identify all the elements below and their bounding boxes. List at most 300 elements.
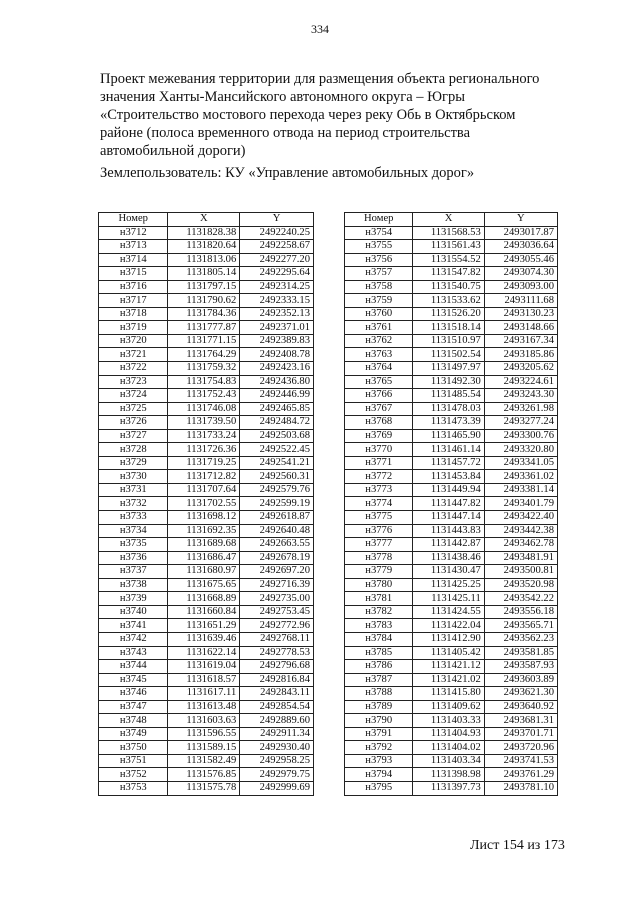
- coordinate-x: 1131447.14: [413, 511, 484, 525]
- table-row: [345, 429, 558, 443]
- table-row: [99, 578, 314, 592]
- coordinate-y: 2492889.60: [240, 714, 314, 728]
- coordinate-y: 2492735.00: [240, 592, 314, 606]
- table-row: [345, 416, 558, 430]
- coordinate-x: 1131518.14: [413, 321, 484, 335]
- point-number: н3770: [345, 443, 413, 457]
- coordinate-x: 1131465.90: [413, 429, 484, 443]
- coordinate-x: 1131403.34: [413, 754, 484, 768]
- point-number: н3784: [345, 632, 413, 646]
- header-line: Проект межевания территории для размещения объекта регионального: [100, 71, 540, 87]
- coordinate-y: 2492843.11: [240, 687, 314, 701]
- table-row: [99, 294, 314, 308]
- coordinates-table-left: [98, 212, 314, 796]
- coordinate-y: 2492640.48: [240, 524, 314, 538]
- point-number: н3713: [99, 240, 168, 254]
- column-header-x: X: [168, 213, 240, 227]
- table-row: [99, 470, 314, 484]
- coordinate-y: 2493701.71: [484, 727, 557, 741]
- table-row: [345, 754, 558, 768]
- coordinate-x: 1131473.39: [413, 416, 484, 430]
- column-header-y: Y: [484, 213, 557, 227]
- coordinate-y: 2492423.16: [240, 362, 314, 376]
- coordinate-x: 1131589.15: [168, 741, 240, 755]
- table-row: [345, 483, 558, 497]
- coordinate-y: 2493320.80: [484, 443, 557, 457]
- coordinate-x: 1131702.55: [168, 497, 240, 511]
- coordinate-y: 2493565.71: [484, 619, 557, 633]
- point-number: н3725: [99, 402, 168, 416]
- coordinate-x: 1131404.02: [413, 741, 484, 755]
- point-number: н3719: [99, 321, 168, 335]
- point-number: н3742: [99, 632, 168, 646]
- point-number: н3717: [99, 294, 168, 308]
- table-row: [345, 267, 558, 281]
- coordinate-x: 1131805.14: [168, 267, 240, 281]
- table-row: [99, 429, 314, 443]
- coordinate-x: 1131651.29: [168, 619, 240, 633]
- point-number: н3783: [345, 619, 413, 633]
- coordinate-x: 1131596.55: [168, 727, 240, 741]
- point-number: н3764: [345, 362, 413, 376]
- coordinate-x: 1131478.03: [413, 402, 484, 416]
- table-row: [345, 470, 558, 484]
- coordinate-y: 2493621.30: [484, 687, 557, 701]
- coordinate-y: 2492911.34: [240, 727, 314, 741]
- coordinate-x: 1131820.64: [168, 240, 240, 254]
- table-row: [99, 605, 314, 619]
- table-row: [99, 280, 314, 294]
- point-number: н3748: [99, 714, 168, 728]
- table-row: [345, 632, 558, 646]
- point-number: н3765: [345, 375, 413, 389]
- coordinate-x: 1131752.43: [168, 389, 240, 403]
- table-row: [345, 443, 558, 457]
- coordinate-x: 1131403.33: [413, 714, 484, 728]
- coordinate-x: 1131405.42: [413, 646, 484, 660]
- table-row: [99, 334, 314, 348]
- table-row: [345, 348, 558, 362]
- table-row: [99, 348, 314, 362]
- coordinate-y: 2492408.78: [240, 348, 314, 362]
- coordinate-y: 2493185.86: [484, 348, 557, 362]
- coordinate-y: 2492503.68: [240, 429, 314, 443]
- point-number: н3763: [345, 348, 413, 362]
- coordinate-x: 1131707.64: [168, 483, 240, 497]
- header-line: «Строительство мостового перехода через реку Обь в Октябрьском: [100, 107, 516, 123]
- table-row: [345, 768, 558, 782]
- point-number: н3744: [99, 660, 168, 674]
- coordinate-x: 1131618.57: [168, 673, 240, 687]
- point-number: н3782: [345, 605, 413, 619]
- coordinate-y: 2492352.13: [240, 307, 314, 321]
- coordinate-y: 2492579.76: [240, 483, 314, 497]
- coordinate-y: 2493720.96: [484, 741, 557, 755]
- coordinate-y: 2493520.98: [484, 578, 557, 592]
- point-number: н3788: [345, 687, 413, 701]
- table-row: [345, 294, 558, 308]
- table-row: [345, 781, 558, 795]
- coordinate-x: 1131547.82: [413, 267, 484, 281]
- table-row: [99, 226, 314, 240]
- table-row: [99, 700, 314, 714]
- point-number: н3726: [99, 416, 168, 430]
- table-row: [99, 375, 314, 389]
- table-row: [99, 727, 314, 741]
- coordinate-x: 1131533.62: [413, 294, 484, 308]
- table-row: [345, 551, 558, 565]
- coordinate-y: 2492446.99: [240, 389, 314, 403]
- coordinate-y: 2493130.23: [484, 307, 557, 321]
- coordinate-x: 1131575.78: [168, 781, 240, 795]
- coordinate-y: 2492277.20: [240, 253, 314, 267]
- coordinate-x: 1131492.30: [413, 375, 484, 389]
- page-number: 334: [311, 22, 329, 36]
- coordinate-x: 1131461.14: [413, 443, 484, 457]
- coordinate-x: 1131790.62: [168, 294, 240, 308]
- point-number: н3759: [345, 294, 413, 308]
- coordinate-y: 2493542.22: [484, 592, 557, 606]
- table-row: [99, 253, 314, 267]
- coordinate-x: 1131771.15: [168, 334, 240, 348]
- coordinate-y: 2492753.45: [240, 605, 314, 619]
- coordinate-x: 1131754.83: [168, 375, 240, 389]
- coordinate-y: 2492258.67: [240, 240, 314, 254]
- table-row: [99, 632, 314, 646]
- coordinate-y: 2492979.75: [240, 768, 314, 782]
- point-number: н3730: [99, 470, 168, 484]
- coordinate-x: 1131430.47: [413, 565, 484, 579]
- table-row: [99, 768, 314, 782]
- point-number: н3743: [99, 646, 168, 660]
- table-row: [345, 741, 558, 755]
- coordinate-y: 2492854.54: [240, 700, 314, 714]
- coordinate-y: 2493556.18: [484, 605, 557, 619]
- point-number: н3795: [345, 781, 413, 795]
- table-row: [99, 443, 314, 457]
- coordinate-x: 1131680.97: [168, 565, 240, 579]
- table-row: [99, 497, 314, 511]
- coordinate-y: 2492768.11: [240, 632, 314, 646]
- coordinate-x: 1131660.84: [168, 605, 240, 619]
- table-header-row: [99, 213, 314, 227]
- coordinate-x: 1131425.25: [413, 578, 484, 592]
- coordinate-x: 1131421.12: [413, 660, 484, 674]
- point-number: н3774: [345, 497, 413, 511]
- point-number: н3768: [345, 416, 413, 430]
- coordinate-y: 2492295.64: [240, 267, 314, 281]
- point-number: н3762: [345, 334, 413, 348]
- point-number: н3731: [99, 483, 168, 497]
- header-line: значения Ханты-Мансийского автономного округа – Югры: [100, 89, 465, 105]
- table-row: [345, 687, 558, 701]
- point-number: н3714: [99, 253, 168, 267]
- coordinate-y: 2493587.93: [484, 660, 557, 674]
- table-row: [99, 321, 314, 335]
- point-number: н3790: [345, 714, 413, 728]
- coordinate-y: 2492618.87: [240, 511, 314, 525]
- point-number: н3761: [345, 321, 413, 335]
- table-row: [99, 416, 314, 430]
- point-number: н3793: [345, 754, 413, 768]
- header-line: районе (полоса временного отвода на период строительства: [100, 125, 471, 141]
- coordinate-y: 2492522.45: [240, 443, 314, 457]
- coordinate-y: 2492436.80: [240, 375, 314, 389]
- table-row: [99, 538, 314, 552]
- point-number: н3724: [99, 389, 168, 403]
- table-row: [345, 456, 558, 470]
- table-row: [99, 754, 314, 768]
- table-row: [99, 307, 314, 321]
- point-number: н3723: [99, 375, 168, 389]
- point-number: н3733: [99, 511, 168, 525]
- point-number: н3769: [345, 429, 413, 443]
- point-number: н3773: [345, 483, 413, 497]
- coordinate-y: 2492240.25: [240, 226, 314, 240]
- coordinate-x: 1131485.54: [413, 389, 484, 403]
- coordinate-y: 2493481.91: [484, 551, 557, 565]
- coordinate-y: 2493603.89: [484, 673, 557, 687]
- table-row: [345, 226, 558, 240]
- coordinate-y: 2492371.01: [240, 321, 314, 335]
- coordinate-x: 1131797.15: [168, 280, 240, 294]
- point-number: н3727: [99, 429, 168, 443]
- coordinate-x: 1131603.63: [168, 714, 240, 728]
- table-row: [99, 592, 314, 606]
- point-number: н3716: [99, 280, 168, 294]
- table-row: [99, 362, 314, 376]
- table-row: [345, 700, 558, 714]
- coordinate-y: 2492716.39: [240, 578, 314, 592]
- coordinate-y: 2492333.15: [240, 294, 314, 308]
- point-number: н3751: [99, 754, 168, 768]
- column-header-number: Номер: [345, 213, 413, 227]
- coordinate-y: 2492314.25: [240, 280, 314, 294]
- table-row: [345, 307, 558, 321]
- point-number: н3739: [99, 592, 168, 606]
- coordinate-x: 1131668.89: [168, 592, 240, 606]
- point-number: н3734: [99, 524, 168, 538]
- coordinate-x: 1131457.72: [413, 456, 484, 470]
- coordinate-y: 2493761.29: [484, 768, 557, 782]
- coordinate-y: 2493261.98: [484, 402, 557, 416]
- point-number: н3772: [345, 470, 413, 484]
- point-number: н3735: [99, 538, 168, 552]
- point-number: н3753: [99, 781, 168, 795]
- coordinate-y: 2493243.30: [484, 389, 557, 403]
- coordinate-x: 1131622.14: [168, 646, 240, 660]
- point-number: н3721: [99, 348, 168, 362]
- point-number: н3737: [99, 565, 168, 579]
- coordinate-y: 2492930.40: [240, 741, 314, 755]
- point-number: н3729: [99, 456, 168, 470]
- coordinate-x: 1131613.48: [168, 700, 240, 714]
- coordinate-x: 1131764.29: [168, 348, 240, 362]
- coordinate-x: 1131453.84: [413, 470, 484, 484]
- coordinate-y: 2492484.72: [240, 416, 314, 430]
- land-user: Землепользователь: КУ «Управление автомобильных дорог»: [100, 165, 475, 181]
- table-row: [99, 687, 314, 701]
- table-row: [345, 646, 558, 660]
- table-row: [345, 578, 558, 592]
- coordinate-y: 2493055.46: [484, 253, 557, 267]
- point-number: н3787: [345, 673, 413, 687]
- table-row: [99, 714, 314, 728]
- coordinate-x: 1131712.82: [168, 470, 240, 484]
- point-number: н3792: [345, 741, 413, 755]
- coordinate-x: 1131576.85: [168, 768, 240, 782]
- coordinate-x: 1131582.49: [168, 754, 240, 768]
- point-number: н3758: [345, 280, 413, 294]
- coordinate-x: 1131689.68: [168, 538, 240, 552]
- coordinate-y: 2492560.31: [240, 470, 314, 484]
- coordinate-x: 1131719.25: [168, 456, 240, 470]
- coordinate-y: 2493741.53: [484, 754, 557, 768]
- point-number: н3728: [99, 443, 168, 457]
- coordinate-x: 1131540.75: [413, 280, 484, 294]
- coordinate-y: 2493681.31: [484, 714, 557, 728]
- point-number: н3741: [99, 619, 168, 633]
- table-row: [99, 646, 314, 660]
- coordinate-y: 2493093.00: [484, 280, 557, 294]
- point-number: н3732: [99, 497, 168, 511]
- table-body-right: [345, 226, 558, 795]
- coordinate-x: 1131397.73: [413, 781, 484, 795]
- point-number: н3720: [99, 334, 168, 348]
- coordinate-x: 1131398.98: [413, 768, 484, 782]
- coordinate-y: 2493036.64: [484, 240, 557, 254]
- point-number: н3736: [99, 551, 168, 565]
- table-row: [99, 565, 314, 579]
- point-number: н3712: [99, 226, 168, 240]
- table-row: [99, 511, 314, 525]
- coordinate-y: 2492958.25: [240, 754, 314, 768]
- point-number: н3749: [99, 727, 168, 741]
- coordinate-x: 1131698.12: [168, 511, 240, 525]
- coordinates-table-right: [344, 212, 558, 796]
- table-row: [345, 619, 558, 633]
- table-row: [345, 334, 558, 348]
- point-number: н3745: [99, 673, 168, 687]
- column-header-number: Номер: [99, 213, 168, 227]
- point-number: н3740: [99, 605, 168, 619]
- coordinate-x: 1131449.94: [413, 483, 484, 497]
- point-number: н3722: [99, 362, 168, 376]
- header-line: автомобильной дороги): [100, 143, 246, 159]
- table-row: [345, 565, 558, 579]
- coordinate-x: 1131726.36: [168, 443, 240, 457]
- point-number: н3747: [99, 700, 168, 714]
- table-row: [99, 267, 314, 281]
- coordinate-x: 1131412.90: [413, 632, 484, 646]
- table-row: [99, 483, 314, 497]
- coordinate-y: 2493562.23: [484, 632, 557, 646]
- coordinate-x: 1131422.04: [413, 619, 484, 633]
- coordinate-x: 1131421.02: [413, 673, 484, 687]
- coordinate-y: 2492678.19: [240, 551, 314, 565]
- coordinate-y: 2493361.02: [484, 470, 557, 484]
- table-row: [345, 402, 558, 416]
- coordinate-x: 1131561.43: [413, 240, 484, 254]
- point-number: н3780: [345, 578, 413, 592]
- point-number: н3752: [99, 768, 168, 782]
- coordinate-x: 1131828.38: [168, 226, 240, 240]
- table-row: [99, 660, 314, 674]
- table-row: [345, 321, 558, 335]
- coordinate-y: 2492772.96: [240, 619, 314, 633]
- point-number: н3760: [345, 307, 413, 321]
- table-row: [99, 619, 314, 633]
- coordinate-y: 2493422.40: [484, 511, 557, 525]
- coordinate-x: 1131619.04: [168, 660, 240, 674]
- coordinate-x: 1131686.47: [168, 551, 240, 565]
- point-number: н3777: [345, 538, 413, 552]
- table-row: [345, 605, 558, 619]
- coordinate-x: 1131404.93: [413, 727, 484, 741]
- coordinate-x: 1131746.08: [168, 402, 240, 416]
- coordinate-y: 2493581.85: [484, 646, 557, 660]
- point-number: н3776: [345, 524, 413, 538]
- coordinate-x: 1131425.11: [413, 592, 484, 606]
- coordinate-y: 2493277.24: [484, 416, 557, 430]
- point-number: н3775: [345, 511, 413, 525]
- coordinate-y: 2493300.76: [484, 429, 557, 443]
- table-row: [345, 673, 558, 687]
- coordinate-y: 2493462.78: [484, 538, 557, 552]
- coordinate-x: 1131409.62: [413, 700, 484, 714]
- coordinate-x: 1131526.20: [413, 307, 484, 321]
- point-number: н3771: [345, 456, 413, 470]
- coordinate-y: 2493381.14: [484, 483, 557, 497]
- coordinate-y: 2493205.62: [484, 362, 557, 376]
- coordinate-x: 1131554.52: [413, 253, 484, 267]
- coordinate-x: 1131759.32: [168, 362, 240, 376]
- coordinate-x: 1131739.50: [168, 416, 240, 430]
- coordinate-y: 2493341.05: [484, 456, 557, 470]
- coordinate-x: 1131442.87: [413, 538, 484, 552]
- coordinate-x: 1131447.82: [413, 497, 484, 511]
- point-number: н3785: [345, 646, 413, 660]
- document-header: [100, 70, 570, 182]
- coordinate-y: 2492663.55: [240, 538, 314, 552]
- table-row: [99, 456, 314, 470]
- coordinate-x: 1131813.06: [168, 253, 240, 267]
- coordinate-y: 2493074.30: [484, 267, 557, 281]
- table-row: [345, 253, 558, 267]
- coordinate-y: 2492999.69: [240, 781, 314, 795]
- point-number: н3789: [345, 700, 413, 714]
- table-row: [99, 781, 314, 795]
- coordinate-x: 1131733.24: [168, 429, 240, 443]
- sheet-counter: Лист 154 из 173: [470, 838, 565, 853]
- coordinate-x: 1131777.87: [168, 321, 240, 335]
- coordinate-x: 1131639.46: [168, 632, 240, 646]
- point-number: н3757: [345, 267, 413, 281]
- coordinate-x: 1131497.97: [413, 362, 484, 376]
- point-number: н3791: [345, 727, 413, 741]
- coordinate-y: 2493224.61: [484, 375, 557, 389]
- coordinate-x: 1131617.11: [168, 687, 240, 701]
- coordinate-y: 2493148.66: [484, 321, 557, 335]
- coordinate-x: 1131443.83: [413, 524, 484, 538]
- table-row: [345, 727, 558, 741]
- table-row: [345, 497, 558, 511]
- table-row: [345, 714, 558, 728]
- table-row: [345, 538, 558, 552]
- coordinate-x: 1131692.35: [168, 524, 240, 538]
- table-row: [99, 673, 314, 687]
- column-header-x: X: [413, 213, 484, 227]
